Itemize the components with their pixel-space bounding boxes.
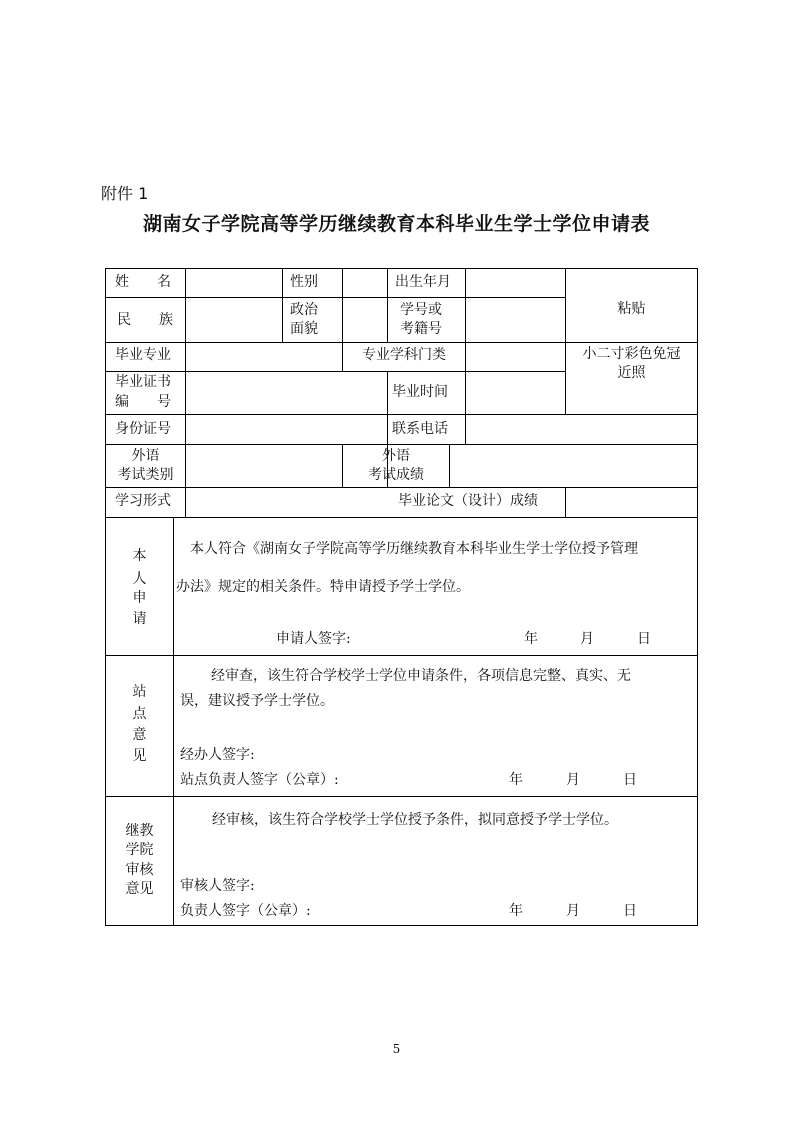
photo-label-recent: 近照 — [617, 365, 646, 381]
col-line — [342, 342, 343, 371]
label-political-1: 政治 — [290, 302, 318, 318]
row-line — [105, 342, 698, 343]
row-line — [105, 297, 565, 298]
col-line — [185, 268, 186, 518]
station-label-char: 见 — [132, 748, 147, 764]
college-label-line: 继教 — [125, 823, 154, 839]
applicant-year: 年 — [524, 631, 538, 647]
applicant-signature-label: 申请人签字: — [276, 631, 351, 647]
form-title: 湖南女子学院高等学历继续教育本科毕业生学士学位申请表 — [142, 213, 650, 235]
college-month: 月 — [566, 903, 580, 919]
station-handler-signature: 经办人签字: — [180, 747, 255, 763]
college-opinion-line1: 经审核，该生符合学校学士学位授予条件，拟同意授予学士学位。 — [212, 812, 618, 828]
station-label-char: 站 — [132, 684, 147, 700]
label-grad-time: 毕业时间 — [392, 384, 448, 400]
applicant-statement-line1: 本人符合《湖南女子学院高等学历继续教育本科毕业生学士学位授予管理 — [190, 541, 638, 557]
station-day: 日 — [623, 772, 637, 788]
label-phone: 联系电话 — [392, 421, 448, 437]
label-student-id-2: 考籍号 — [400, 321, 442, 337]
label-major-category: 专业学科门类 — [362, 347, 446, 363]
station-opinion-line1: 经审查，该生符合学校学士学位申请条件，各项信息完整、真实、无 — [211, 668, 631, 684]
label-cert-no-1: 毕业证书 — [115, 374, 171, 390]
table-border-right — [697, 268, 698, 926]
label-lang-type-1: 外语 — [131, 448, 160, 464]
label-major: 毕业专业 — [115, 347, 171, 363]
row-line — [105, 371, 565, 372]
row-line — [105, 444, 698, 445]
row-line — [105, 655, 698, 656]
station-month: 月 — [566, 772, 580, 788]
label-id-no: 身份证号 — [115, 421, 171, 437]
college-head-signature: 负责人签字（公章）: — [180, 903, 311, 919]
applicant-month: 月 — [580, 631, 594, 647]
college-year: 年 — [509, 903, 523, 919]
label-cert-no-2: 编 号 — [115, 394, 171, 410]
page-number: 5 — [392, 1042, 401, 1056]
col-line — [449, 444, 450, 487]
college-label-line: 审核 — [125, 862, 154, 878]
college-reviewer-signature: 审核人签字: — [180, 878, 255, 894]
label-study-form: 学习形式 — [115, 493, 171, 509]
station-label-char: 意 — [132, 727, 147, 743]
attachment-label: 附件 1 — [101, 184, 149, 203]
label-name: 姓 名 — [115, 274, 171, 290]
label-thesis-score: 毕业论文（设计）成绩 — [398, 493, 538, 509]
row-line — [105, 796, 698, 797]
applicant-statement-line2: 办法》规定的相关条件。特申请授予学士学位。 — [176, 579, 470, 595]
college-label-line: 意见 — [125, 881, 154, 897]
col-line — [465, 371, 466, 444]
col-line — [387, 268, 388, 342]
col-line — [465, 342, 466, 371]
label-lang-score-2: 考试成绩 — [368, 467, 424, 483]
college-label-line: 学院 — [125, 842, 154, 858]
label-political-2: 面貌 — [290, 321, 318, 337]
col-line — [565, 487, 566, 517]
station-year: 年 — [509, 772, 523, 788]
col-line — [465, 268, 466, 342]
applicant-label-char: 本 — [132, 548, 147, 564]
photo-label-paste: 粘贴 — [617, 301, 646, 317]
row-line — [105, 517, 698, 518]
applicant-label-char: 人 — [132, 571, 147, 587]
row-line — [105, 414, 698, 415]
row-line — [105, 487, 698, 488]
col-line — [342, 268, 343, 342]
label-student-id-1: 学号或 — [400, 302, 442, 318]
label-ethnicity: 民 族 — [117, 312, 173, 328]
station-opinion-line2: 误，建议授予学士学位。 — [180, 693, 334, 709]
applicant-label-char: 请 — [132, 611, 147, 627]
applicant-day: 日 — [637, 631, 651, 647]
label-gender: 性别 — [290, 274, 318, 290]
college-day: 日 — [623, 903, 637, 919]
label-lang-type-2: 考试类别 — [117, 467, 174, 483]
photo-label-size: 小二寸彩色免冠 — [582, 346, 681, 362]
table-border-bottom — [105, 925, 698, 926]
table-border-top — [105, 268, 698, 269]
col-line — [282, 268, 283, 342]
label-lang-score-1: 外语 — [382, 448, 410, 464]
station-label-char: 点 — [132, 706, 147, 722]
col-line — [565, 268, 566, 414]
label-birth: 出生年月 — [395, 274, 451, 290]
col-line — [173, 517, 174, 926]
applicant-label-char: 申 — [132, 590, 147, 606]
station-head-signature: 站点负责人签字（公章）: — [180, 772, 339, 788]
